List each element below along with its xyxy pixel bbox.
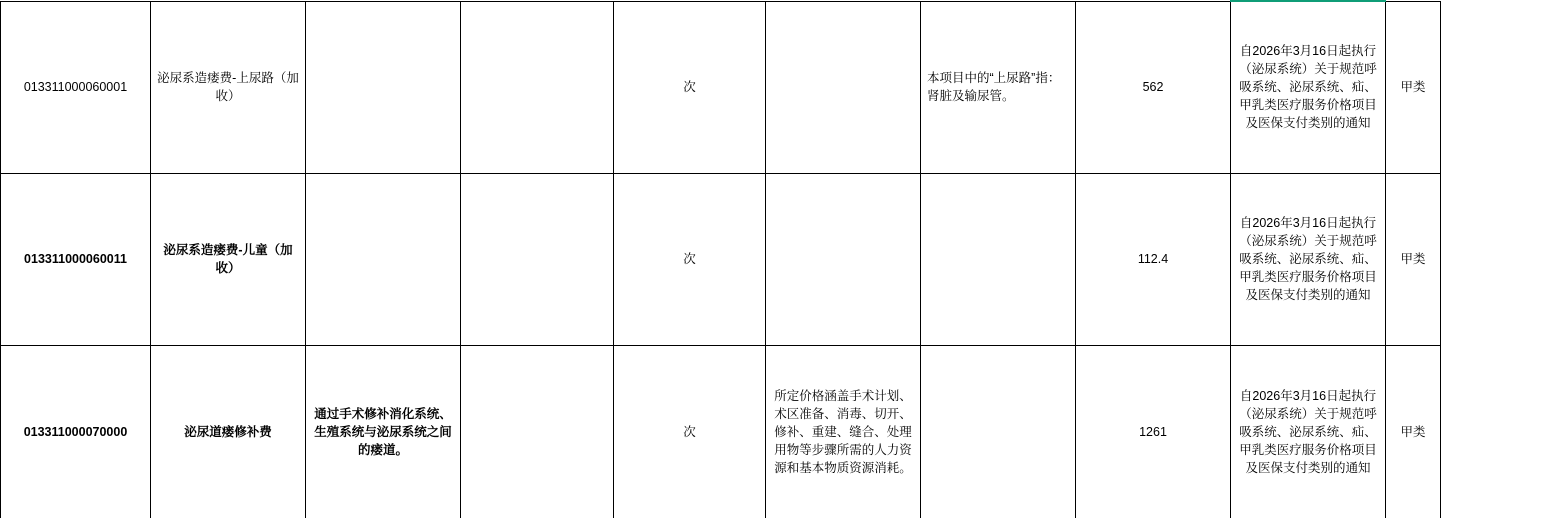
- table-row[interactable]: [1, 345, 1441, 518]
- cell-item-content[interactable]: [306, 173, 461, 345]
- cell-item-unit[interactable]: 次: [614, 1, 766, 173]
- cell-item-content[interactable]: [306, 1, 461, 173]
- cell-item-name[interactable]: 泌尿系造瘘费-上尿路（加收）: [151, 1, 306, 173]
- cell-item-basis[interactable]: 自2026年3月16日起执行（泌尿系统）关于规范呼吸系统、泌尿系统、疝、甲乳类医疗服务价格项目及医保支付类别的通知: [1231, 345, 1386, 518]
- cell-item-price[interactable]: 562: [1076, 1, 1231, 173]
- table-row[interactable]: [1, 173, 1441, 345]
- cell-item-code[interactable]: 013311000060011: [1, 173, 151, 345]
- cell-item-price[interactable]: 112.4: [1076, 173, 1231, 345]
- cell-item-description[interactable]: 本项目中的“上尿路”指：肾脏及输尿管。: [921, 1, 1076, 173]
- cell-item-price[interactable]: 1261: [1076, 345, 1231, 518]
- cell-item-code[interactable]: 013311000070000: [1, 345, 151, 518]
- cell-item-exclude[interactable]: [461, 1, 614, 173]
- table-row[interactable]: [1, 1, 1441, 173]
- cell-item-basis[interactable]: 自2026年3月16日起执行（泌尿系统）关于规范呼吸系统、泌尿系统、疝、甲乳类医疗服务价格项目及医保支付类别的通知: [1231, 173, 1386, 345]
- cell-item-basis[interactable]: 自2026年3月16日起执行（泌尿系统）关于规范呼吸系统、泌尿系统、疝、甲乳类医疗服务价格项目及医保支付类别的通知: [1231, 1, 1386, 173]
- cell-item-name[interactable]: 泌尿道瘘修补费: [151, 345, 306, 518]
- cell-item-content[interactable]: 通过手术修补消化系统、生殖系统与泌尿系统之间的瘘道。: [306, 345, 461, 518]
- cell-item-note[interactable]: [766, 1, 921, 173]
- cell-item-unit[interactable]: 次: [614, 173, 766, 345]
- cell-item-name[interactable]: 泌尿系造瘘费-儿童（加收）: [151, 173, 306, 345]
- cell-item-exclude[interactable]: [461, 345, 614, 518]
- cell-item-description[interactable]: [921, 345, 1076, 518]
- cell-item-note[interactable]: [766, 173, 921, 345]
- cell-item-category[interactable]: 甲类: [1386, 1, 1441, 173]
- cell-item-exclude[interactable]: [461, 173, 614, 345]
- cell-item-description[interactable]: [921, 173, 1076, 345]
- cell-item-note[interactable]: 所定价格涵盖手术计划、术区准备、消毒、切开、修补、重建、缝合、处理用物等步骤所需的人力资源和基本物质资源消耗。: [766, 345, 921, 518]
- cell-item-category[interactable]: 甲类: [1386, 173, 1441, 345]
- cell-item-category[interactable]: 甲类: [1386, 345, 1441, 518]
- cell-item-unit[interactable]: 次: [614, 345, 766, 518]
- cell-item-code[interactable]: 013311000060001: [1, 1, 151, 173]
